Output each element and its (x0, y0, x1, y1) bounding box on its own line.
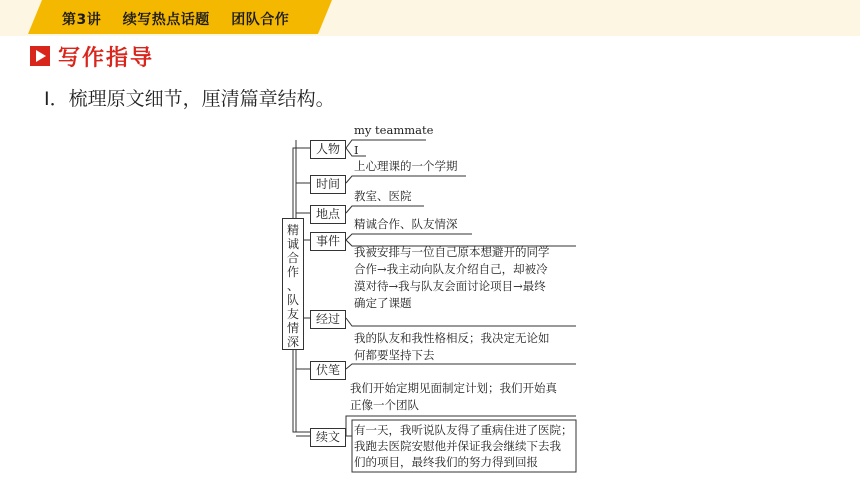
subtitle: Ⅰ．梳理原文细节，厘清篇章结构。 (44, 88, 335, 110)
node-time: 时间 (310, 175, 346, 194)
process-text-2: 合作→我主动向队友介绍自己，却被冷 (354, 262, 548, 276)
lesson-header (62, 9, 289, 29)
lesson-theme: 团队合作 (231, 12, 290, 28)
node-continuation: 续文 (310, 428, 346, 447)
root-node: 精 诚 合 作 、 队 友 情 深 (282, 218, 304, 350)
characters-text-2: I (354, 143, 359, 157)
continuation-text-5: 们的项目，最终我们的努力得到回报 (354, 455, 538, 469)
lesson-topic: 续写热点话题 (122, 12, 210, 28)
top-banner (0, 0, 860, 36)
structure-diagram (276, 120, 596, 480)
characters-text-1: my teammate (354, 123, 434, 137)
event-text: 精诚合作、队友情深 (354, 217, 458, 231)
node-place: 地点 (310, 205, 346, 224)
continuation-text-1: 我们开始定期见面制定计划；我们开始真 (350, 381, 557, 395)
continuation-text-3: 有一天，我听说队友得了重病住进了医院； (354, 423, 573, 437)
play-icon (30, 46, 50, 66)
node-characters: 人物 (310, 140, 346, 159)
time-text: 上心理课的一个学期 (354, 159, 458, 173)
process-text-3: 漠对待→我与队友会面讨论项目→最终 (354, 279, 546, 293)
node-process: 经过 (310, 310, 346, 329)
node-foreshadow: 伏笔 (310, 361, 346, 380)
foreshadow-text-1: 我的队友和我性格相反；我决定无论如 (354, 331, 550, 345)
node-event: 事件 (310, 232, 346, 251)
section-title: 写作指导 (58, 45, 155, 71)
continuation-text-2: 正像一个团队 (350, 398, 419, 412)
process-text-4: 确定了课题 (354, 296, 412, 310)
section-heading (30, 42, 154, 70)
foreshadow-text-2: 何都要坚持下去 (354, 348, 435, 362)
place-text: 教室、医院 (354, 189, 412, 203)
lesson-number: 第3讲 (62, 12, 102, 28)
continuation-text-4: 我跑去医院安慰他并保证我会继续下去我 (354, 439, 561, 453)
process-text-1: 我被安排与一位自己原本想避开的同学 (354, 245, 550, 259)
